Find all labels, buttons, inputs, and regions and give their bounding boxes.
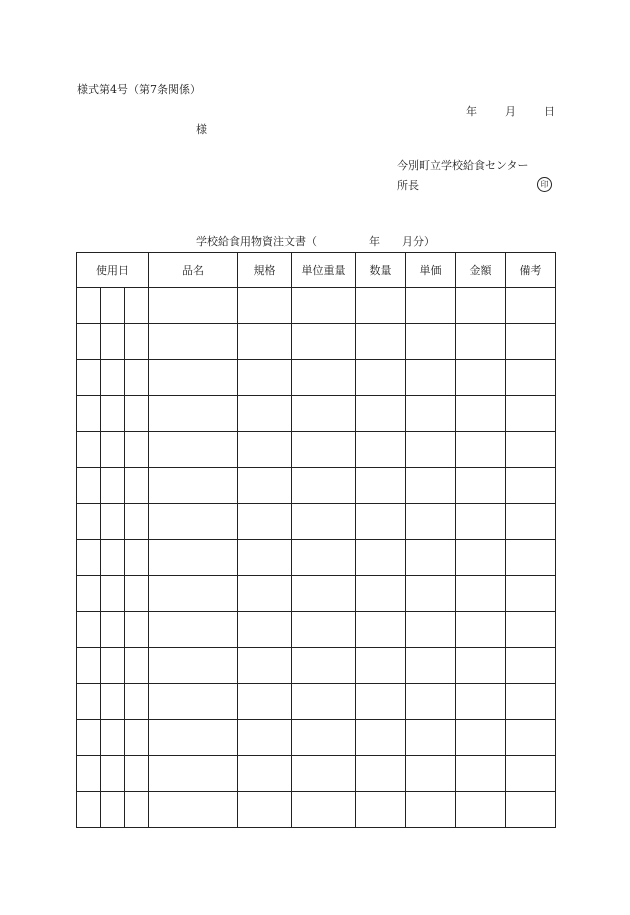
document-title-text: 学校給食用物資注文書（ bbox=[196, 235, 317, 248]
cell-unit-weight bbox=[292, 720, 356, 756]
cell-use-weekday bbox=[125, 468, 149, 504]
table-row bbox=[77, 612, 556, 648]
table-row bbox=[77, 648, 556, 684]
cell-use-weekday bbox=[125, 324, 149, 360]
cell-amount bbox=[456, 504, 506, 540]
cell-use-weekday bbox=[125, 792, 149, 828]
cell-unit-weight bbox=[292, 792, 356, 828]
cell-amount bbox=[456, 720, 506, 756]
cell-item-name bbox=[149, 684, 238, 720]
cell-remarks bbox=[506, 540, 556, 576]
cell-use-weekday bbox=[125, 504, 149, 540]
table-row bbox=[77, 720, 556, 756]
cell-quantity bbox=[356, 288, 406, 324]
column-header-item-name: 品名 bbox=[149, 253, 238, 288]
cell-unit-weight bbox=[292, 468, 356, 504]
table-header-row bbox=[77, 253, 556, 288]
cell-use-weekday bbox=[125, 612, 149, 648]
cell-use-weekday bbox=[125, 540, 149, 576]
column-header-unit-weight: 単位重量 bbox=[292, 253, 356, 288]
cell-amount bbox=[456, 288, 506, 324]
cell-amount bbox=[456, 324, 506, 360]
cell-specification bbox=[238, 468, 292, 504]
date-line bbox=[466, 106, 555, 117]
cell-amount bbox=[456, 432, 506, 468]
column-header-remarks: 備考 bbox=[506, 253, 556, 288]
cell-remarks bbox=[506, 720, 556, 756]
order-table-body bbox=[77, 288, 556, 828]
cell-specification bbox=[238, 612, 292, 648]
cell-remarks bbox=[506, 792, 556, 828]
cell-amount bbox=[456, 612, 506, 648]
cell-amount bbox=[456, 468, 506, 504]
cell-specification bbox=[238, 396, 292, 432]
cell-quantity bbox=[356, 648, 406, 684]
column-header-unit-price: 単価 bbox=[406, 253, 456, 288]
cell-use-day bbox=[101, 648, 125, 684]
cell-item-name bbox=[149, 540, 238, 576]
cell-unit-weight bbox=[292, 324, 356, 360]
sender-organization: 今別町立学校給食センター bbox=[397, 159, 529, 172]
cell-amount bbox=[456, 792, 506, 828]
cell-use-day bbox=[101, 324, 125, 360]
cell-use-day bbox=[101, 504, 125, 540]
cell-quantity bbox=[356, 612, 406, 648]
cell-remarks bbox=[506, 756, 556, 792]
table-row bbox=[77, 576, 556, 612]
cell-remarks bbox=[506, 324, 556, 360]
addressee-suffix: 様 bbox=[196, 123, 207, 136]
cell-use-day bbox=[101, 540, 125, 576]
document-title bbox=[196, 236, 435, 247]
cell-amount bbox=[456, 396, 506, 432]
cell-use-day bbox=[101, 792, 125, 828]
cell-unit-price bbox=[406, 360, 456, 396]
cell-item-name bbox=[149, 576, 238, 612]
cell-unit-price bbox=[406, 540, 456, 576]
cell-use-month bbox=[77, 576, 101, 612]
cell-specification bbox=[238, 792, 292, 828]
cell-unit-weight bbox=[292, 288, 356, 324]
cell-use-weekday bbox=[125, 432, 149, 468]
cell-specification bbox=[238, 360, 292, 396]
cell-use-month bbox=[77, 432, 101, 468]
cell-specification bbox=[238, 504, 292, 540]
cell-use-day bbox=[101, 288, 125, 324]
cell-amount bbox=[456, 360, 506, 396]
cell-unit-price bbox=[406, 756, 456, 792]
cell-use-day bbox=[101, 360, 125, 396]
sender-title: 所長 bbox=[397, 179, 419, 192]
cell-unit-price bbox=[406, 504, 456, 540]
table-row bbox=[77, 684, 556, 720]
table-row bbox=[77, 324, 556, 360]
table-row bbox=[77, 288, 556, 324]
cell-item-name bbox=[149, 720, 238, 756]
cell-amount bbox=[456, 756, 506, 792]
cell-unit-price bbox=[406, 396, 456, 432]
cell-quantity bbox=[356, 504, 406, 540]
cell-use-month bbox=[77, 540, 101, 576]
cell-use-weekday bbox=[125, 720, 149, 756]
cell-use-day bbox=[101, 684, 125, 720]
cell-amount bbox=[456, 540, 506, 576]
cell-quantity bbox=[356, 540, 406, 576]
cell-unit-price bbox=[406, 324, 456, 360]
cell-use-day bbox=[101, 756, 125, 792]
cell-use-weekday bbox=[125, 756, 149, 792]
cell-specification bbox=[238, 540, 292, 576]
cell-item-name bbox=[149, 468, 238, 504]
cell-use-month bbox=[77, 324, 101, 360]
cell-quantity bbox=[356, 360, 406, 396]
cell-specification bbox=[238, 720, 292, 756]
cell-unit-weight bbox=[292, 360, 356, 396]
cell-item-name bbox=[149, 612, 238, 648]
cell-remarks bbox=[506, 504, 556, 540]
cell-use-weekday bbox=[125, 576, 149, 612]
cell-item-name bbox=[149, 504, 238, 540]
cell-quantity bbox=[356, 756, 406, 792]
cell-use-weekday bbox=[125, 396, 149, 432]
cell-specification bbox=[238, 288, 292, 324]
cell-unit-price bbox=[406, 792, 456, 828]
cell-use-month bbox=[77, 468, 101, 504]
column-header-quantity: 数量 bbox=[356, 253, 406, 288]
cell-quantity bbox=[356, 468, 406, 504]
cell-specification bbox=[238, 756, 292, 792]
cell-remarks bbox=[506, 432, 556, 468]
table-row bbox=[77, 792, 556, 828]
cell-use-month bbox=[77, 288, 101, 324]
cell-remarks bbox=[506, 468, 556, 504]
cell-remarks bbox=[506, 288, 556, 324]
cell-quantity bbox=[356, 792, 406, 828]
cell-amount bbox=[456, 684, 506, 720]
cell-quantity bbox=[356, 684, 406, 720]
seal-mark: 印 bbox=[537, 177, 552, 192]
cell-item-name bbox=[149, 792, 238, 828]
cell-quantity bbox=[356, 324, 406, 360]
cell-unit-price bbox=[406, 612, 456, 648]
cell-use-month bbox=[77, 684, 101, 720]
cell-item-name bbox=[149, 288, 238, 324]
cell-unit-weight bbox=[292, 432, 356, 468]
cell-unit-weight bbox=[292, 684, 356, 720]
cell-use-month bbox=[77, 756, 101, 792]
cell-use-day bbox=[101, 468, 125, 504]
cell-unit-weight bbox=[292, 612, 356, 648]
table-row bbox=[77, 756, 556, 792]
cell-unit-weight bbox=[292, 576, 356, 612]
table-row bbox=[77, 540, 556, 576]
cell-unit-weight bbox=[292, 504, 356, 540]
cell-amount bbox=[456, 648, 506, 684]
cell-unit-weight bbox=[292, 756, 356, 792]
cell-remarks bbox=[506, 396, 556, 432]
cell-amount bbox=[456, 576, 506, 612]
cell-use-weekday bbox=[125, 684, 149, 720]
cell-unit-price bbox=[406, 288, 456, 324]
cell-specification bbox=[238, 432, 292, 468]
cell-item-name bbox=[149, 432, 238, 468]
cell-specification bbox=[238, 684, 292, 720]
table-row bbox=[77, 504, 556, 540]
cell-unit-weight bbox=[292, 396, 356, 432]
table-row bbox=[77, 396, 556, 432]
cell-use-month bbox=[77, 720, 101, 756]
form-number: 様式第4号（第7条関係） bbox=[77, 83, 201, 96]
cell-unit-price bbox=[406, 468, 456, 504]
table-row bbox=[77, 432, 556, 468]
cell-use-month bbox=[77, 396, 101, 432]
cell-use-weekday bbox=[125, 288, 149, 324]
date-year-label: 年 bbox=[466, 105, 477, 118]
cell-remarks bbox=[506, 684, 556, 720]
cell-unit-price bbox=[406, 684, 456, 720]
cell-quantity bbox=[356, 396, 406, 432]
cell-quantity bbox=[356, 432, 406, 468]
date-day-label: 日 bbox=[544, 105, 555, 118]
cell-unit-price bbox=[406, 432, 456, 468]
cell-use-day bbox=[101, 396, 125, 432]
cell-use-day bbox=[101, 612, 125, 648]
column-header-use-date: 使用日 bbox=[77, 253, 149, 288]
cell-use-month bbox=[77, 648, 101, 684]
cell-use-month bbox=[77, 612, 101, 648]
table-row bbox=[77, 468, 556, 504]
cell-item-name bbox=[149, 756, 238, 792]
cell-quantity bbox=[356, 576, 406, 612]
cell-use-day bbox=[101, 576, 125, 612]
period-month-label: 月分） bbox=[402, 235, 435, 248]
cell-use-weekday bbox=[125, 648, 149, 684]
cell-remarks bbox=[506, 612, 556, 648]
cell-use-month bbox=[77, 504, 101, 540]
cell-use-month bbox=[77, 792, 101, 828]
period-year-label: 年 bbox=[369, 235, 380, 248]
cell-specification bbox=[238, 324, 292, 360]
cell-quantity bbox=[356, 720, 406, 756]
column-header-specification: 規格 bbox=[238, 253, 292, 288]
cell-use-month bbox=[77, 360, 101, 396]
cell-item-name bbox=[149, 648, 238, 684]
cell-item-name bbox=[149, 360, 238, 396]
cell-unit-price bbox=[406, 720, 456, 756]
cell-use-day bbox=[101, 720, 125, 756]
cell-specification bbox=[238, 576, 292, 612]
order-table bbox=[76, 252, 556, 828]
cell-unit-weight bbox=[292, 648, 356, 684]
cell-remarks bbox=[506, 360, 556, 396]
cell-unit-price bbox=[406, 576, 456, 612]
cell-remarks bbox=[506, 648, 556, 684]
cell-specification bbox=[238, 648, 292, 684]
cell-remarks bbox=[506, 576, 556, 612]
cell-unit-price bbox=[406, 648, 456, 684]
cell-item-name bbox=[149, 396, 238, 432]
cell-use-weekday bbox=[125, 360, 149, 396]
date-month-label: 月 bbox=[505, 105, 516, 118]
cell-item-name bbox=[149, 324, 238, 360]
cell-unit-weight bbox=[292, 540, 356, 576]
table-row bbox=[77, 360, 556, 396]
column-header-amount: 金額 bbox=[456, 253, 506, 288]
cell-use-day bbox=[101, 432, 125, 468]
